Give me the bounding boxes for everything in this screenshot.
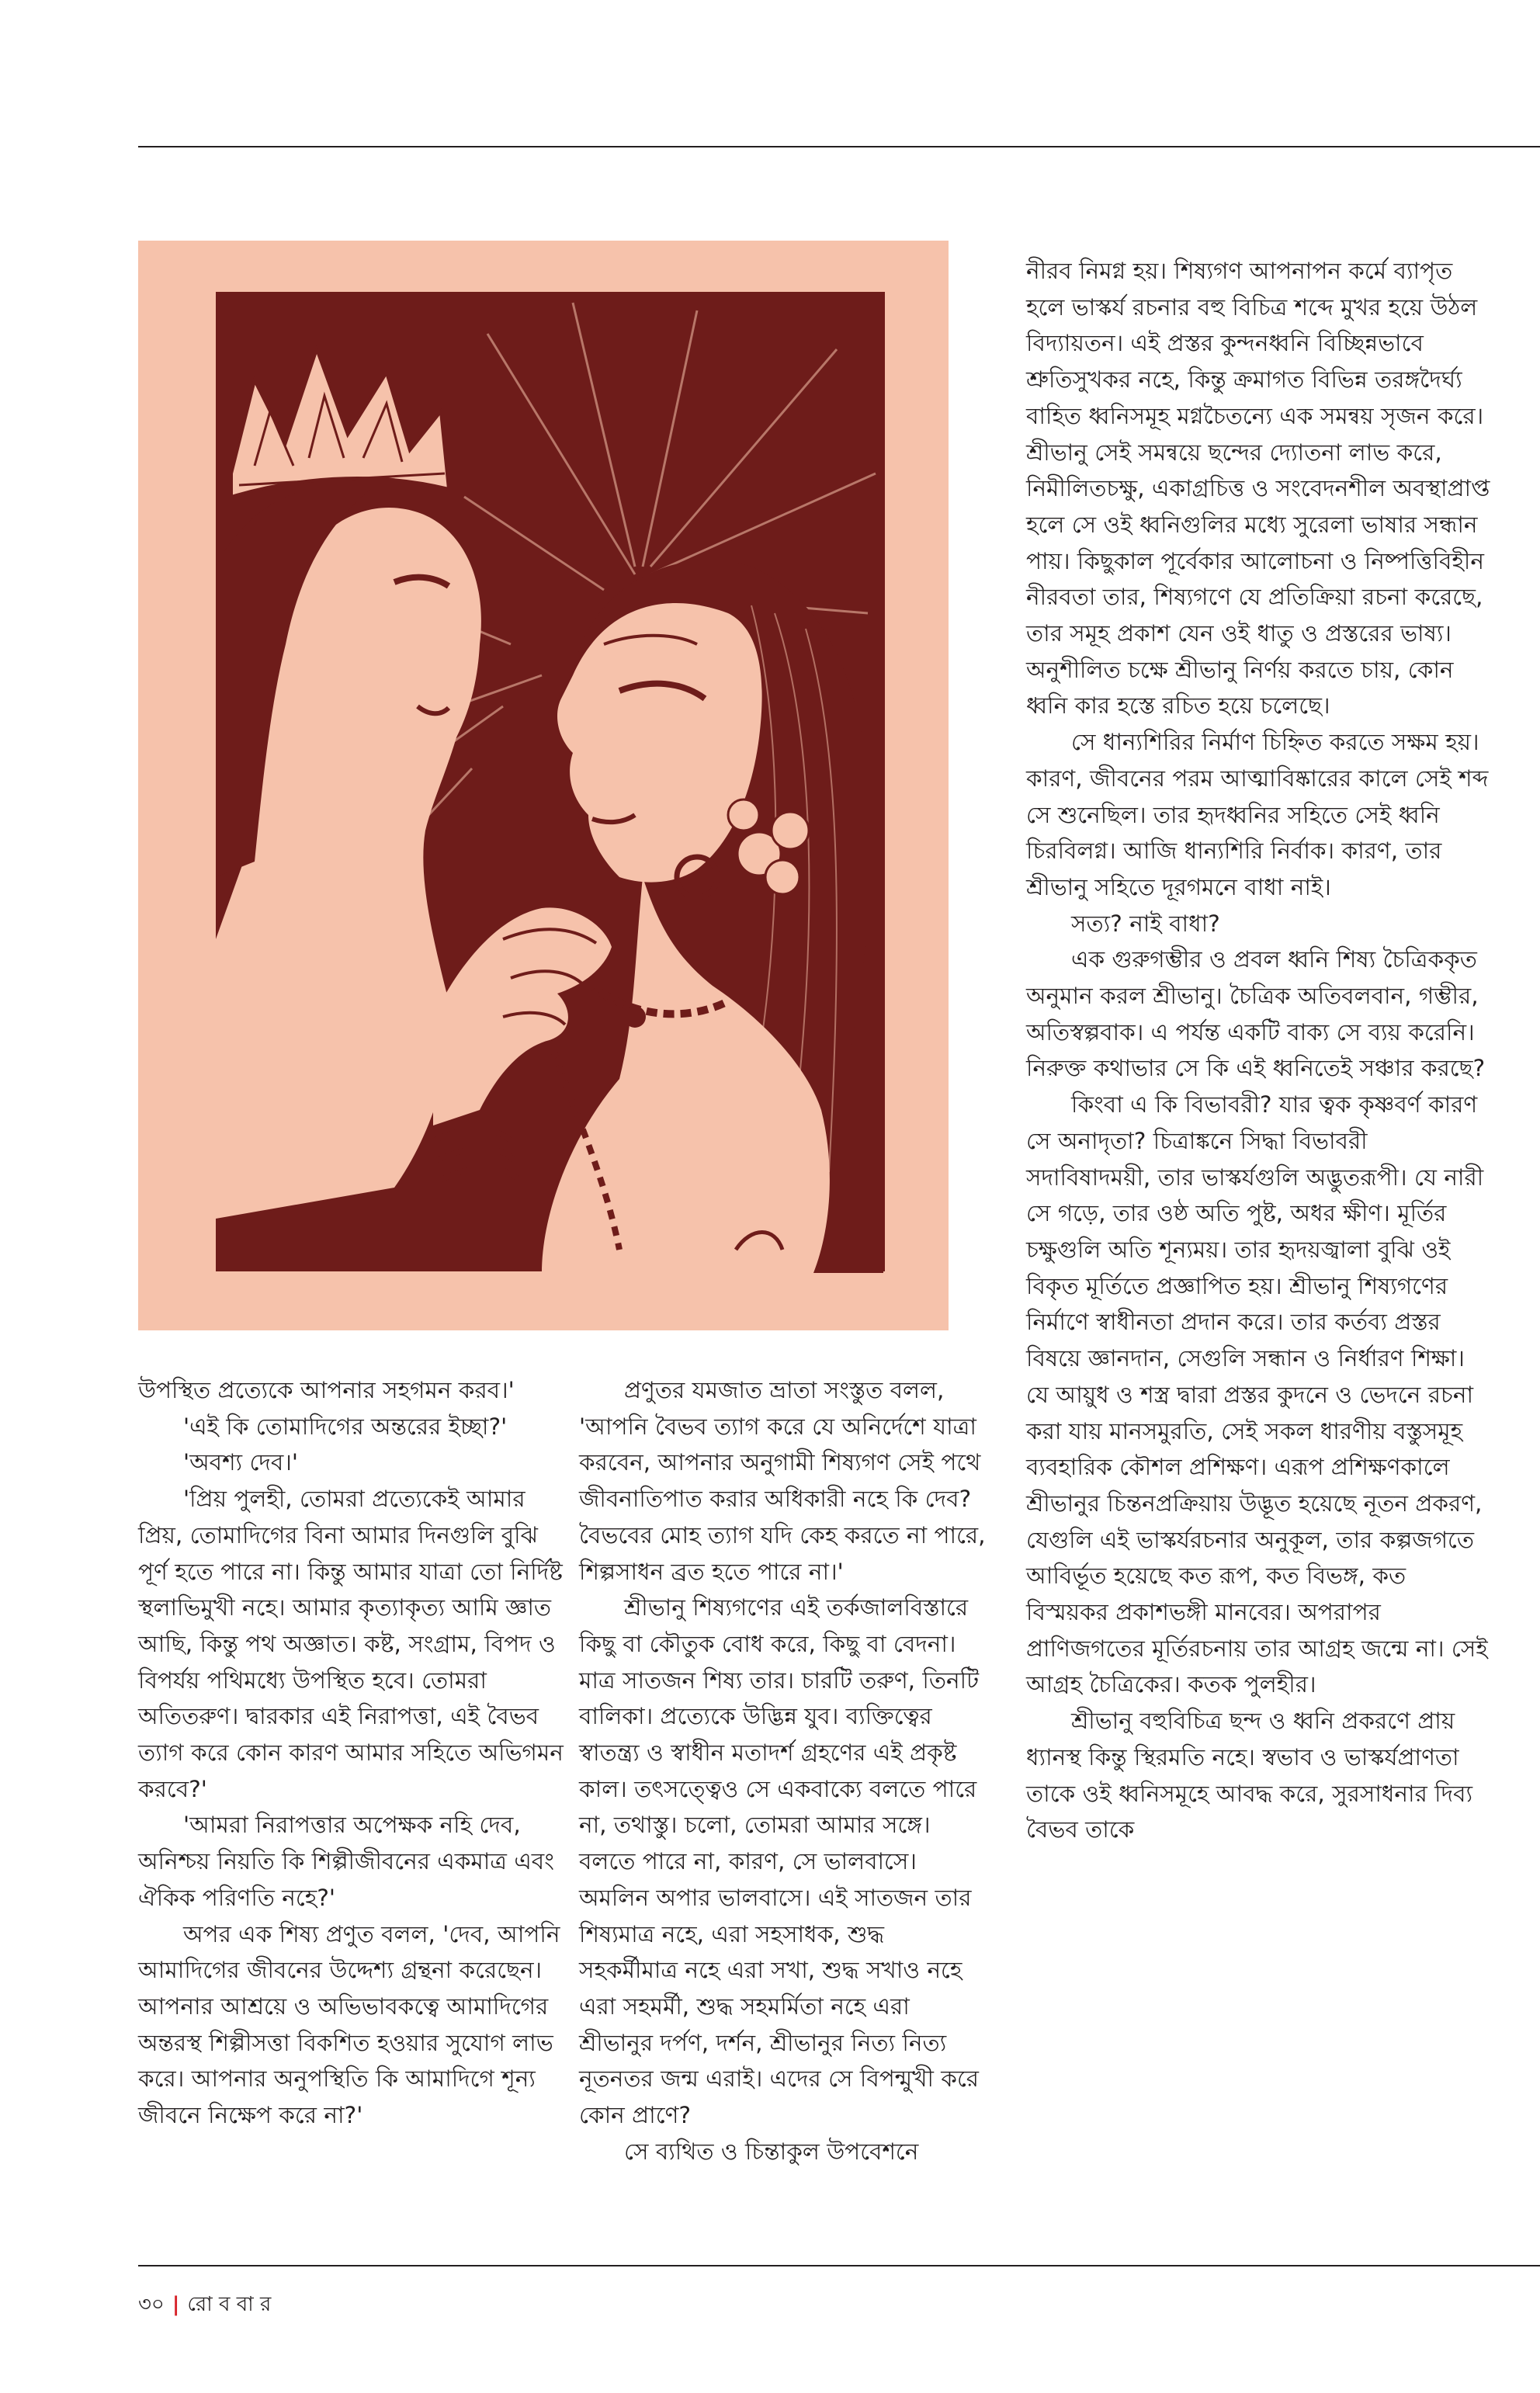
paragraph: 'প্রিয় পুলহী, তোমরা প্রত্যেকেই আমার প্রিয়, তোমাদিগের বিনা আমার দিনগুলি বুঝি পূর্ণ হতে পারে না। কিন্তু আমার যাত্রা তো নির্দিষ্ট স্থলাভিমুখী নহে। আমার কৃত্যাকৃত্য আমি জ্ঞাত আছি, কিন্তু পথ অজ্ঞাত। কষ্ট, সংগ্রাম, বিপদ ও বিপর্যয় পথিমধ্যে উপস্থিত হবে। তোমরা অতিতরুণ। দ্বারকার এই নিরাপত্তা, এই বৈভব ত্যাগ করে কোন কারণ আমার সহিতে অভিগমন করবে?' xyxy=(138,1486,564,1802)
article-column-left xyxy=(138,1372,569,2134)
paragraph: 'এই কি তোমাদিগের অন্তরের ইচ্ছা?' xyxy=(183,1413,508,1440)
paragraph: 'অবশ্য দেব।' xyxy=(183,1449,299,1476)
magazine-name: রো ব বা র xyxy=(187,2293,272,2316)
header-rule xyxy=(138,146,1540,147)
paragraph: নীরব নিমগ্ন হয়। শিষ্যগণ আপনাপন কর্মে ব্যাপৃত হলে ভাস্কর্য রচনার বহু বিচিত্র শব্দে মুখর হয়ে উঠল বিদ্যায়তন। এই প্রস্তর কুন্দনধ্বনি বিচ্ছিন্নভাবে শ্রুতিসুখকর নহে, কিন্তু ক্রমাগত বিভিন্ন তরঙ্গদৈর্ঘ্য বাহিত ধ্বনিসমূহ মগ্নচৈতন্যে এক সমন্বয় সৃজন করে। শ্রীভানু সেই সমন্বয়ে ছন্দের দ্যোতনা লাভ করে, নিমীলিতচক্ষু, একাগ্রচিত্ত ও সংবেদনশীল অবস্থাপ্রাপ্ত হলে সে ওই ধ্বনিগুলির মধ্যে সুরেলা ভাষার সন্ধান পায়। কিছুকাল পূর্বেকার আলোচনা ও নিষ্পত্তিবিহীন নীরবতা তার, শিষ্যগণে যে প্রতিক্রিয়া রচনা করেছে, তার সমূহ প্রকাশ যেন ওই ধাতু ও প্রস্তরের ভাষ্য। অনুশীলিত চক্ষে শ্রীভানু নির্ণয় করতে চায়, কোন ধ্বনি কার হস্তে রচিত হয়ে চলেছে। xyxy=(1026,258,1490,720)
paragraph: প্রণুতর যমজাত ভ্রাতা সংস্তুত বলল, 'আপনি বৈভব ত্যাগ করে যে অনির্দেশে যাত্রা করবেন, আপনার অনুগামী শিষ্যগণ সেই পথে জীবনাতিপাত করার অধিকারী নহে কি দেব? বৈভবের মোহ ত্যাগ যদি কেহ করতে না পারে, শিল্পসাধন ব্রত হতে পারে না।' xyxy=(579,1377,986,1585)
paragraph: সত্য? নাই বাধা? xyxy=(1071,910,1220,937)
paragraph: অপর এক শিষ্য প্রণুত বলল, 'দেব, আপনি আমাদিগের জীবনের উদ্দেশ্য গ্রন্থনা করেছেন। আপনার আশ্রয়ে ও অভিভাবকত্বে আমাদিগের অন্তরস্থ শিল্পীসত্তা বিকশিত হওয়ার সুযোগ লাভ করে। আপনার অনুপস্থিতি কি আমাদিগে শূন্য জীবনে নিক্ষেপ করে না?' xyxy=(138,1920,560,2129)
footer-rule xyxy=(138,2265,1540,2266)
paragraph: উপস্থিত প্রত্যেকে আপনার সহগমন করব।' xyxy=(138,1377,515,1403)
paragraph: সে ব্যথিত ও চিন্তাকুল উপবেশনে xyxy=(624,2138,919,2165)
paragraph: শ্রীভানু শিষ্যগণের এই তর্কজালবিস্তারে কিছু বা কৌতুক বোধ করে, কিছু বা বেদনা। মাত্র সাতজন শিষ্য তার। চারটি তরুণ, তিনটি বালিকা। প্রত্যেকে উদ্ভিন্ন যুব। ব্যক্তিত্বের স্বাতন্ত্র্য ও স্বাধীন মতাদর্শ গ্রহণের এই প্রকৃষ্ট কাল। তৎসত্ত্বেও সে একবাক্যে বলতে পারে না, তথাস্তু। চলো, তোমরা আমার সঙ্গে। বলতে পারে না, কারণ, সে ভালবাসে। অমলিন অপার ভালবাসে। এই সাতজন তার শিষ্যমাত্র নহে, এরা সহসাধক, শুদ্ধ সহকর্মীমাত্র নহে এরা সখা, শুদ্ধ সখাও নহে এরা সহমর্মী, শুদ্ধ সহমর্মিতা নহে এরা শ্রীভানুর দর্পণ, দর্শন, শ্রীভানুর নিত্য নিত্য নূতনতর জন্ম এরাই। এদের সে বিপন্মুখী করে কোন প্রাণে? xyxy=(579,1594,980,2129)
page-footer xyxy=(138,2293,271,2316)
paragraph: সে ধান্যশিরির নির্মাণ চিহ্নিত করতে সক্ষম হয়। কারণ, জীবনের পরম আত্মাবিষ্কারের কালে সেই শব্দ সে শুনেছিল। তার হৃদধ্বনির সহিতে সেই ধ্বনি চিরবিলগ্ন। আজি ধান্যশিরি নির্বাক। কারণ, তার শ্রীভানু সহিতে দূরগমনে বাধা নাই। xyxy=(1026,729,1489,900)
article-column-right xyxy=(1026,253,1490,1848)
paragraph: 'আমরা নিরাপত্তার অপেক্ষক নহি দেব, অনিশ্চয় নিয়তি কি শিল্পীজীবনের একমাত্র এবং ঐকিক পরিণতি নহে?' xyxy=(138,1812,554,1911)
article-column-middle xyxy=(579,1372,987,2169)
couple-woodcut-image xyxy=(138,241,949,1330)
paragraph: কিংবা এ কি বিভাবরী? যার ত্বক কৃষ্ণবর্ণ কারণ সে অনাদৃতা? চিত্রাঙ্কনে সিদ্ধা বিভাবরী সদাবিষাদময়ী, তার ভাস্কর্যগুলি অদ্ভুতরূপী। যে নারী সে গড়ে, তার ওষ্ঠ অতি পুষ্ট, অধর ক্ষীণ। মূর্তির চক্ষুগুলি অতি শূন্যময়। তার হৃদয়জ্বালা বুঝি ওই বিকৃত মূর্তিতে প্রজ্ঞাপিত হয়। শ্রীভানু শিষ্যগণের নির্মাণে স্বাধীনতা প্রদান করে। তার কর্তব্য প্রস্তর বিষয়ে জ্ঞানদান, সেগুলি সন্ধান ও নির্ধারণ শিক্ষা। যে আয়ুধ ও শস্ত্র দ্বারা প্রস্তর কুদনে ও ভেদনে রচনা করা যায় মানসমুরতি, সেই সকল ধারণীয় বস্তুসমূহ ব্যবহারিক কৌশল প্রশিক্ষণ। এরূপ প্রশিক্ষণকালে শ্রীভানুর চিন্তনপ্রক্রিয়ায় উদ্ভূত হয়েছে নূতন প্রকরণ, যেগুলি এই ভাস্কর্যরচনার অনুকূল, তার কল্পজগতে আবির্ভূত হয়েছে কত রূপ, কত বিভঙ্গ, কত বিস্ময়কর প্রকাশভঙ্গী মানবের। অপরাপর প্রাণিজগতের মূর্তিরচনায় তার আগ্রহ জন্মে না। সেই আগ্রহ চৈত্রিকের। কতক পুলহীর। xyxy=(1026,1091,1488,1698)
page-number: ৩০ xyxy=(138,2293,165,2316)
paragraph: এক গুরুগম্ভীর ও প্রবল ধ্বনি শিষ্য চৈত্রিককৃত অনুমান করল শ্রীভানু। চৈত্রিক অতিবলবান, গম্ভীর, অতিস্বল্পবাক। এ পর্যন্ত একটি বাক্য সে ব্যয় করেনি। নিরুক্ত কথাভার সে কি এই ধ্বনিতেই সঞ্চার করছে? xyxy=(1026,946,1486,1082)
footer-separator: | xyxy=(172,2293,180,2316)
illustration xyxy=(138,241,949,1330)
paragraph: শ্রীভানু বহুবিচিত্র ছন্দ ও ধ্বনি প্রকরণে প্রায় ধ্যানস্থ কিন্তু স্থিরমতি নহে। স্বভাব ও ভাস্কর্যপ্রাণতা তাকে ওই ধ্বনিসমূহে আবদ্ধ করে, সুরসাধনার দিব্য বৈভব তাকে xyxy=(1026,1708,1473,1843)
